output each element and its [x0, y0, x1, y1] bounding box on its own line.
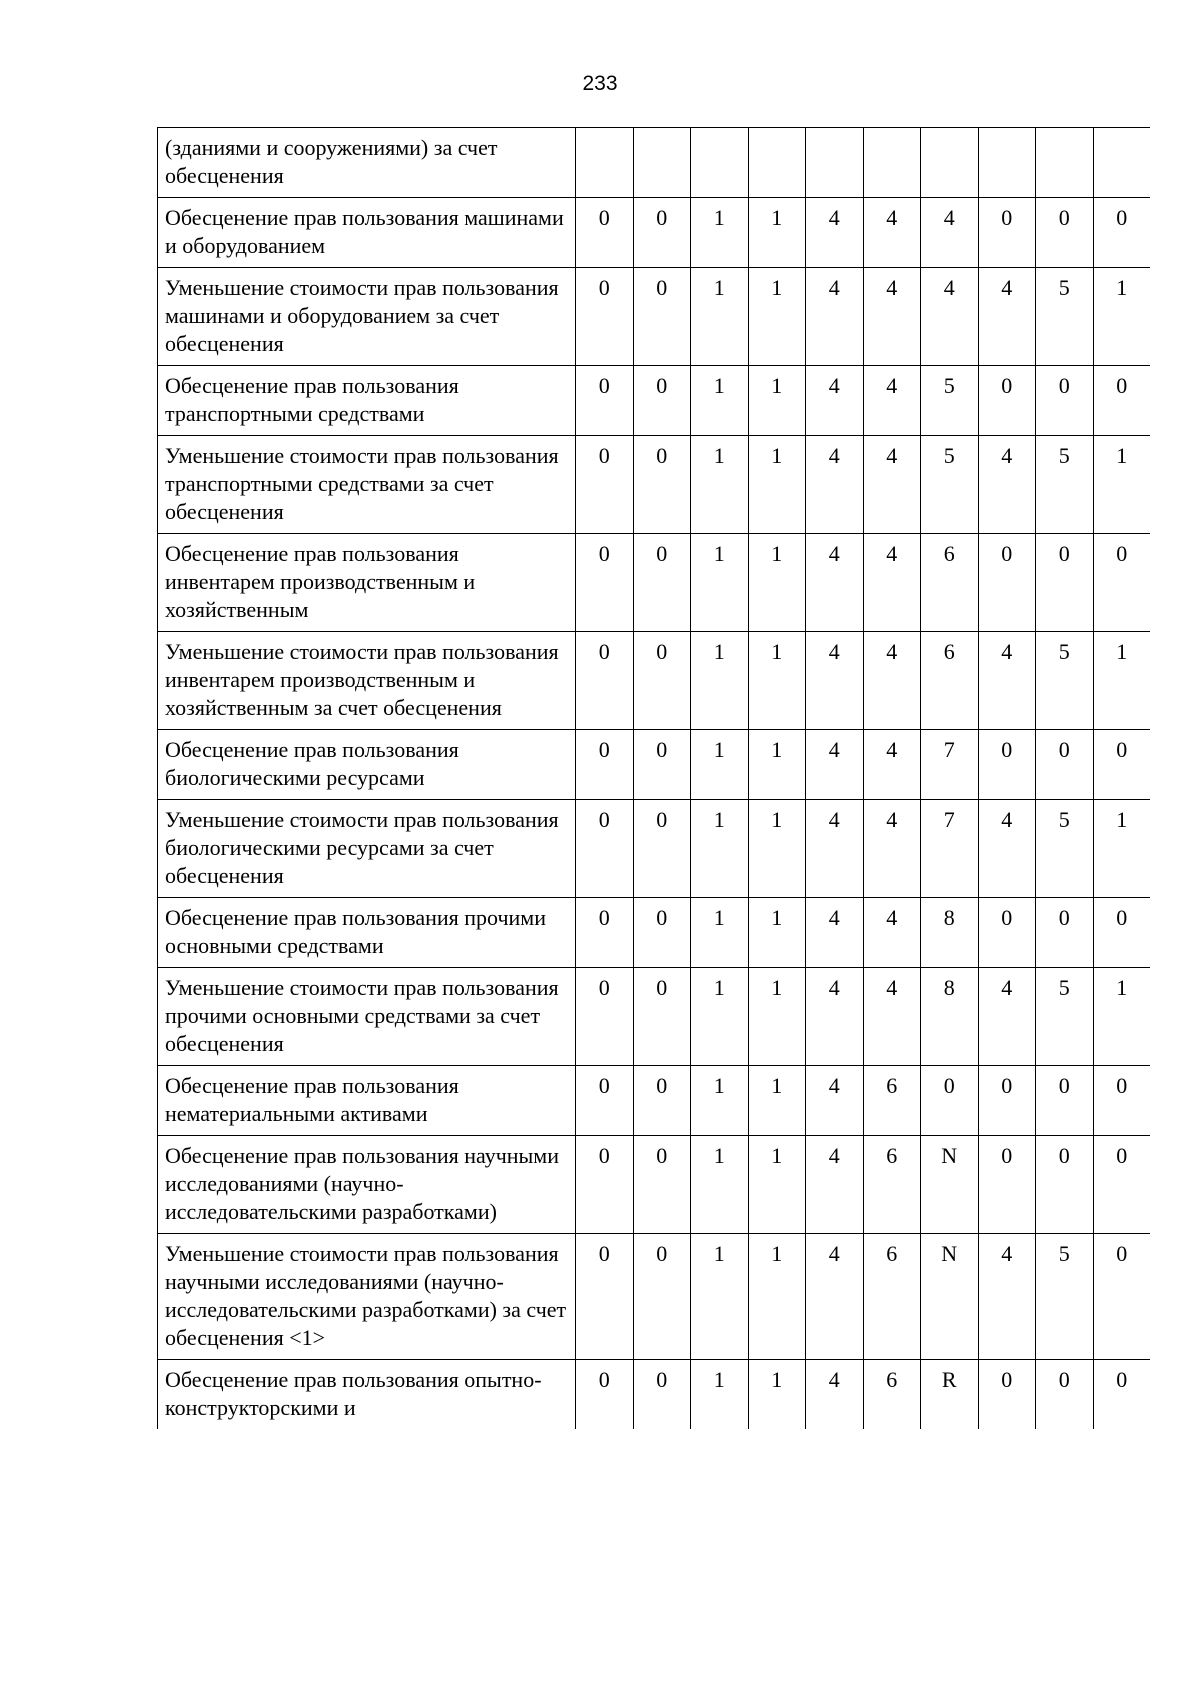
code-digit-8: 4: [978, 968, 1036, 1066]
code-digit-4: 1: [748, 1136, 806, 1234]
code-digit-2: 0: [633, 632, 691, 730]
code-digit-2: 0: [633, 730, 691, 800]
code-digit-5: 4: [806, 730, 864, 800]
code-digit-10: 1: [1093, 632, 1150, 730]
code-digit-4: 1: [748, 534, 806, 632]
page-number: 233: [582, 72, 618, 95]
code-digit-1: 0: [576, 730, 634, 800]
code-digit-9: 5: [1036, 800, 1094, 898]
table-row: [158, 198, 1151, 268]
code-digit-9: 0: [1036, 898, 1094, 968]
code-digit-10: 0: [1093, 198, 1150, 268]
code-digit-2: 0: [633, 1066, 691, 1136]
code-digit-10: 0: [1093, 730, 1150, 800]
code-digit-4: 1: [748, 1234, 806, 1360]
code-digit-8: 0: [978, 730, 1036, 800]
row-description: Обесценение прав пользования машинами и оборудованием: [158, 198, 576, 268]
code-digit-10: 0: [1093, 1136, 1150, 1234]
code-digit-9: 0: [1036, 1136, 1094, 1234]
code-digit-4: 1: [748, 730, 806, 800]
code-digit-4: 1: [748, 268, 806, 366]
code-digit-1: 0: [576, 898, 634, 968]
code-digit-7: 4: [921, 198, 979, 268]
code-digit-9: 5: [1036, 968, 1094, 1066]
code-digit-4: 1: [748, 1360, 806, 1430]
code-digit-7: 4: [921, 268, 979, 366]
code-digit-6: 4: [863, 968, 921, 1066]
code-digit-4: 1: [748, 898, 806, 968]
code-digit-8: 0: [978, 534, 1036, 632]
code-digit-9: 0: [1036, 1066, 1094, 1136]
table-row: [158, 534, 1151, 632]
code-digit-6: 4: [863, 198, 921, 268]
code-digit-10: 0: [1093, 1360, 1150, 1430]
code-digit-2: 0: [633, 1234, 691, 1360]
code-digit-5: 4: [806, 632, 864, 730]
code-digit-5: 4: [806, 800, 864, 898]
code-digit-5: 4: [806, 1136, 864, 1234]
code-digit-5: 4: [806, 534, 864, 632]
code-digit-7: 5: [921, 436, 979, 534]
code-digit-5: 4: [806, 366, 864, 436]
code-digit-1: 0: [576, 436, 634, 534]
code-digit-6: 4: [863, 268, 921, 366]
code-digit-4: 1: [748, 800, 806, 898]
table-row: [158, 1360, 1151, 1430]
code-digit-5: 4: [806, 1234, 864, 1360]
code-digit-8: 0: [978, 366, 1036, 436]
code-digit-9: 5: [1036, 1234, 1094, 1360]
table-row: [158, 366, 1151, 436]
code-digit-9: 0: [1036, 1360, 1094, 1430]
table-row: [158, 436, 1151, 534]
code-digit-2: 0: [633, 1360, 691, 1430]
row-description: Обесценение прав пользования нематериальными активами: [158, 1066, 576, 1136]
code-digit-5: 4: [806, 198, 864, 268]
code-digit-4: [748, 128, 806, 198]
code-digit-4: 1: [748, 632, 806, 730]
code-digit-5: 4: [806, 1066, 864, 1136]
code-digit-10: 0: [1093, 366, 1150, 436]
table-row: [158, 128, 1151, 198]
code-digit-10: 1: [1093, 268, 1150, 366]
code-digit-3: 1: [691, 198, 749, 268]
code-digit-10: 0: [1093, 1234, 1150, 1360]
code-digit-7: 7: [921, 800, 979, 898]
code-digit-1: 0: [576, 1234, 634, 1360]
code-digit-2: 0: [633, 968, 691, 1066]
code-digit-3: 1: [691, 1234, 749, 1360]
code-digit-3: 1: [691, 268, 749, 366]
code-digit-2: 0: [633, 534, 691, 632]
table-row: [158, 898, 1151, 968]
code-digit-10: 1: [1093, 968, 1150, 1066]
code-digit-8: 4: [978, 268, 1036, 366]
code-digit-3: 1: [691, 968, 749, 1066]
code-digit-3: 1: [691, 534, 749, 632]
code-digit-5: 4: [806, 436, 864, 534]
code-digit-4: 1: [748, 436, 806, 534]
code-digit-8: 0: [978, 1360, 1036, 1430]
code-digit-2: 0: [633, 268, 691, 366]
table-row: [158, 800, 1151, 898]
row-description: Уменьшение стоимости прав пользования транспортными средствами за счет обесценения: [158, 436, 576, 534]
code-digit-9: 0: [1036, 730, 1094, 800]
code-digit-8: 4: [978, 800, 1036, 898]
code-digit-3: 1: [691, 730, 749, 800]
code-digit-4: 1: [748, 198, 806, 268]
code-digit-1: 0: [576, 1066, 634, 1136]
code-digit-6: 4: [863, 436, 921, 534]
code-digit-2: [633, 128, 691, 198]
table-row: [158, 968, 1151, 1066]
code-digit-4: 1: [748, 1066, 806, 1136]
code-digit-1: 0: [576, 268, 634, 366]
code-digit-1: 0: [576, 366, 634, 436]
code-digit-1: 0: [576, 198, 634, 268]
code-digit-7: [921, 128, 979, 198]
code-digit-1: 0: [576, 1136, 634, 1234]
table-row: [158, 632, 1151, 730]
code-digit-4: 1: [748, 968, 806, 1066]
code-digit-7: 6: [921, 534, 979, 632]
row-description: Обесценение прав пользования прочими основными средствами: [158, 898, 576, 968]
code-digit-10: 1: [1093, 800, 1150, 898]
table-row: [158, 268, 1151, 366]
code-digit-10: 0: [1093, 1066, 1150, 1136]
code-digit-3: 1: [691, 632, 749, 730]
code-digit-6: [863, 128, 921, 198]
code-digit-6: 6: [863, 1136, 921, 1234]
code-digit-9: 5: [1036, 632, 1094, 730]
code-digit-7: 0: [921, 1066, 979, 1136]
code-digit-4: 1: [748, 366, 806, 436]
table-row: [158, 1066, 1151, 1136]
row-description: Обесценение прав пользования опытно-конструкторскими и: [158, 1360, 576, 1430]
code-digit-5: 4: [806, 898, 864, 968]
code-digit-3: [691, 128, 749, 198]
code-digit-1: 0: [576, 632, 634, 730]
row-description: Обесценение прав пользования научными исследованиями (научно-исследовательскими разработками): [158, 1136, 576, 1234]
code-digit-3: 1: [691, 898, 749, 968]
code-digit-6: 4: [863, 730, 921, 800]
code-digit-7: N: [921, 1234, 979, 1360]
code-digit-3: 1: [691, 800, 749, 898]
code-digit-3: 1: [691, 1136, 749, 1234]
code-digit-6: 4: [863, 534, 921, 632]
code-digit-6: 4: [863, 366, 921, 436]
code-digit-9: 0: [1036, 366, 1094, 436]
code-digit-1: 0: [576, 968, 634, 1066]
account-codes-table: [157, 127, 1150, 1429]
code-digit-8: 0: [978, 1136, 1036, 1234]
code-digit-6: 4: [863, 800, 921, 898]
code-digit-8: 0: [978, 1066, 1036, 1136]
code-digit-5: [806, 128, 864, 198]
row-description: Уменьшение стоимости прав пользования биологическими ресурсами за счет обесценения: [158, 800, 576, 898]
code-digit-6: 4: [863, 898, 921, 968]
code-digit-7: R: [921, 1360, 979, 1430]
code-digit-3: 1: [691, 1066, 749, 1136]
code-digit-1: 0: [576, 1360, 634, 1430]
row-description: Обесценение прав пользования биологическими ресурсами: [158, 730, 576, 800]
code-digit-2: 0: [633, 198, 691, 268]
code-digit-8: 0: [978, 898, 1036, 968]
table-body: [158, 128, 1151, 1430]
code-digit-3: 1: [691, 1360, 749, 1430]
account-codes-table-wrapper: [157, 127, 1150, 1597]
code-digit-8: 4: [978, 1234, 1036, 1360]
code-digit-2: 0: [633, 436, 691, 534]
row-description: Обесценение прав пользования инвентарем производственным и хозяйственным: [158, 534, 576, 632]
code-digit-8: [978, 128, 1036, 198]
code-digit-6: 6: [863, 1234, 921, 1360]
code-digit-9: 5: [1036, 268, 1094, 366]
row-description: Уменьшение стоимости прав пользования научными исследованиями (научно-исследовательскими разработками) за счет обесценения <1>: [158, 1234, 576, 1360]
table-row: [158, 1234, 1151, 1360]
code-digit-9: 0: [1036, 534, 1094, 632]
code-digit-1: 0: [576, 534, 634, 632]
code-digit-3: 1: [691, 436, 749, 534]
code-digit-7: 8: [921, 898, 979, 968]
code-digit-2: 0: [633, 898, 691, 968]
code-digit-9: 5: [1036, 436, 1094, 534]
code-digit-2: 0: [633, 1136, 691, 1234]
code-digit-7: 8: [921, 968, 979, 1066]
code-digit-8: 4: [978, 436, 1036, 534]
code-digit-7: 5: [921, 366, 979, 436]
row-description: Уменьшение стоимости прав пользования прочими основными средствами за счет обесценения: [158, 968, 576, 1066]
code-digit-10: 0: [1093, 534, 1150, 632]
code-digit-8: 4: [978, 632, 1036, 730]
code-digit-1: 0: [576, 800, 634, 898]
code-digit-1: [576, 128, 634, 198]
row-description: (зданиями и сооружениями) за счет обесценения: [158, 128, 576, 198]
code-digit-2: 0: [633, 366, 691, 436]
code-digit-6: 6: [863, 1360, 921, 1430]
row-description: Обесценение прав пользования транспортными средствами: [158, 366, 576, 436]
table-row: [158, 730, 1151, 800]
code-digit-7: 7: [921, 730, 979, 800]
code-digit-9: 0: [1036, 198, 1094, 268]
code-digit-6: 4: [863, 632, 921, 730]
row-description: Уменьшение стоимости прав пользования инвентарем производственным и хозяйственным за счет обесценения: [158, 632, 576, 730]
table-row: [158, 1136, 1151, 1234]
code-digit-9: [1036, 128, 1094, 198]
code-digit-10: 0: [1093, 898, 1150, 968]
code-digit-10: 1: [1093, 436, 1150, 534]
code-digit-2: 0: [633, 800, 691, 898]
code-digit-5: 4: [806, 968, 864, 1066]
code-digit-5: 4: [806, 1360, 864, 1430]
code-digit-7: N: [921, 1136, 979, 1234]
code-digit-5: 4: [806, 268, 864, 366]
code-digit-8: 0: [978, 198, 1036, 268]
code-digit-7: 6: [921, 632, 979, 730]
code-digit-10: [1093, 128, 1150, 198]
code-digit-3: 1: [691, 366, 749, 436]
code-digit-6: 6: [863, 1066, 921, 1136]
row-description: Уменьшение стоимости прав пользования машинами и оборудованием за счет обесценения: [158, 268, 576, 366]
